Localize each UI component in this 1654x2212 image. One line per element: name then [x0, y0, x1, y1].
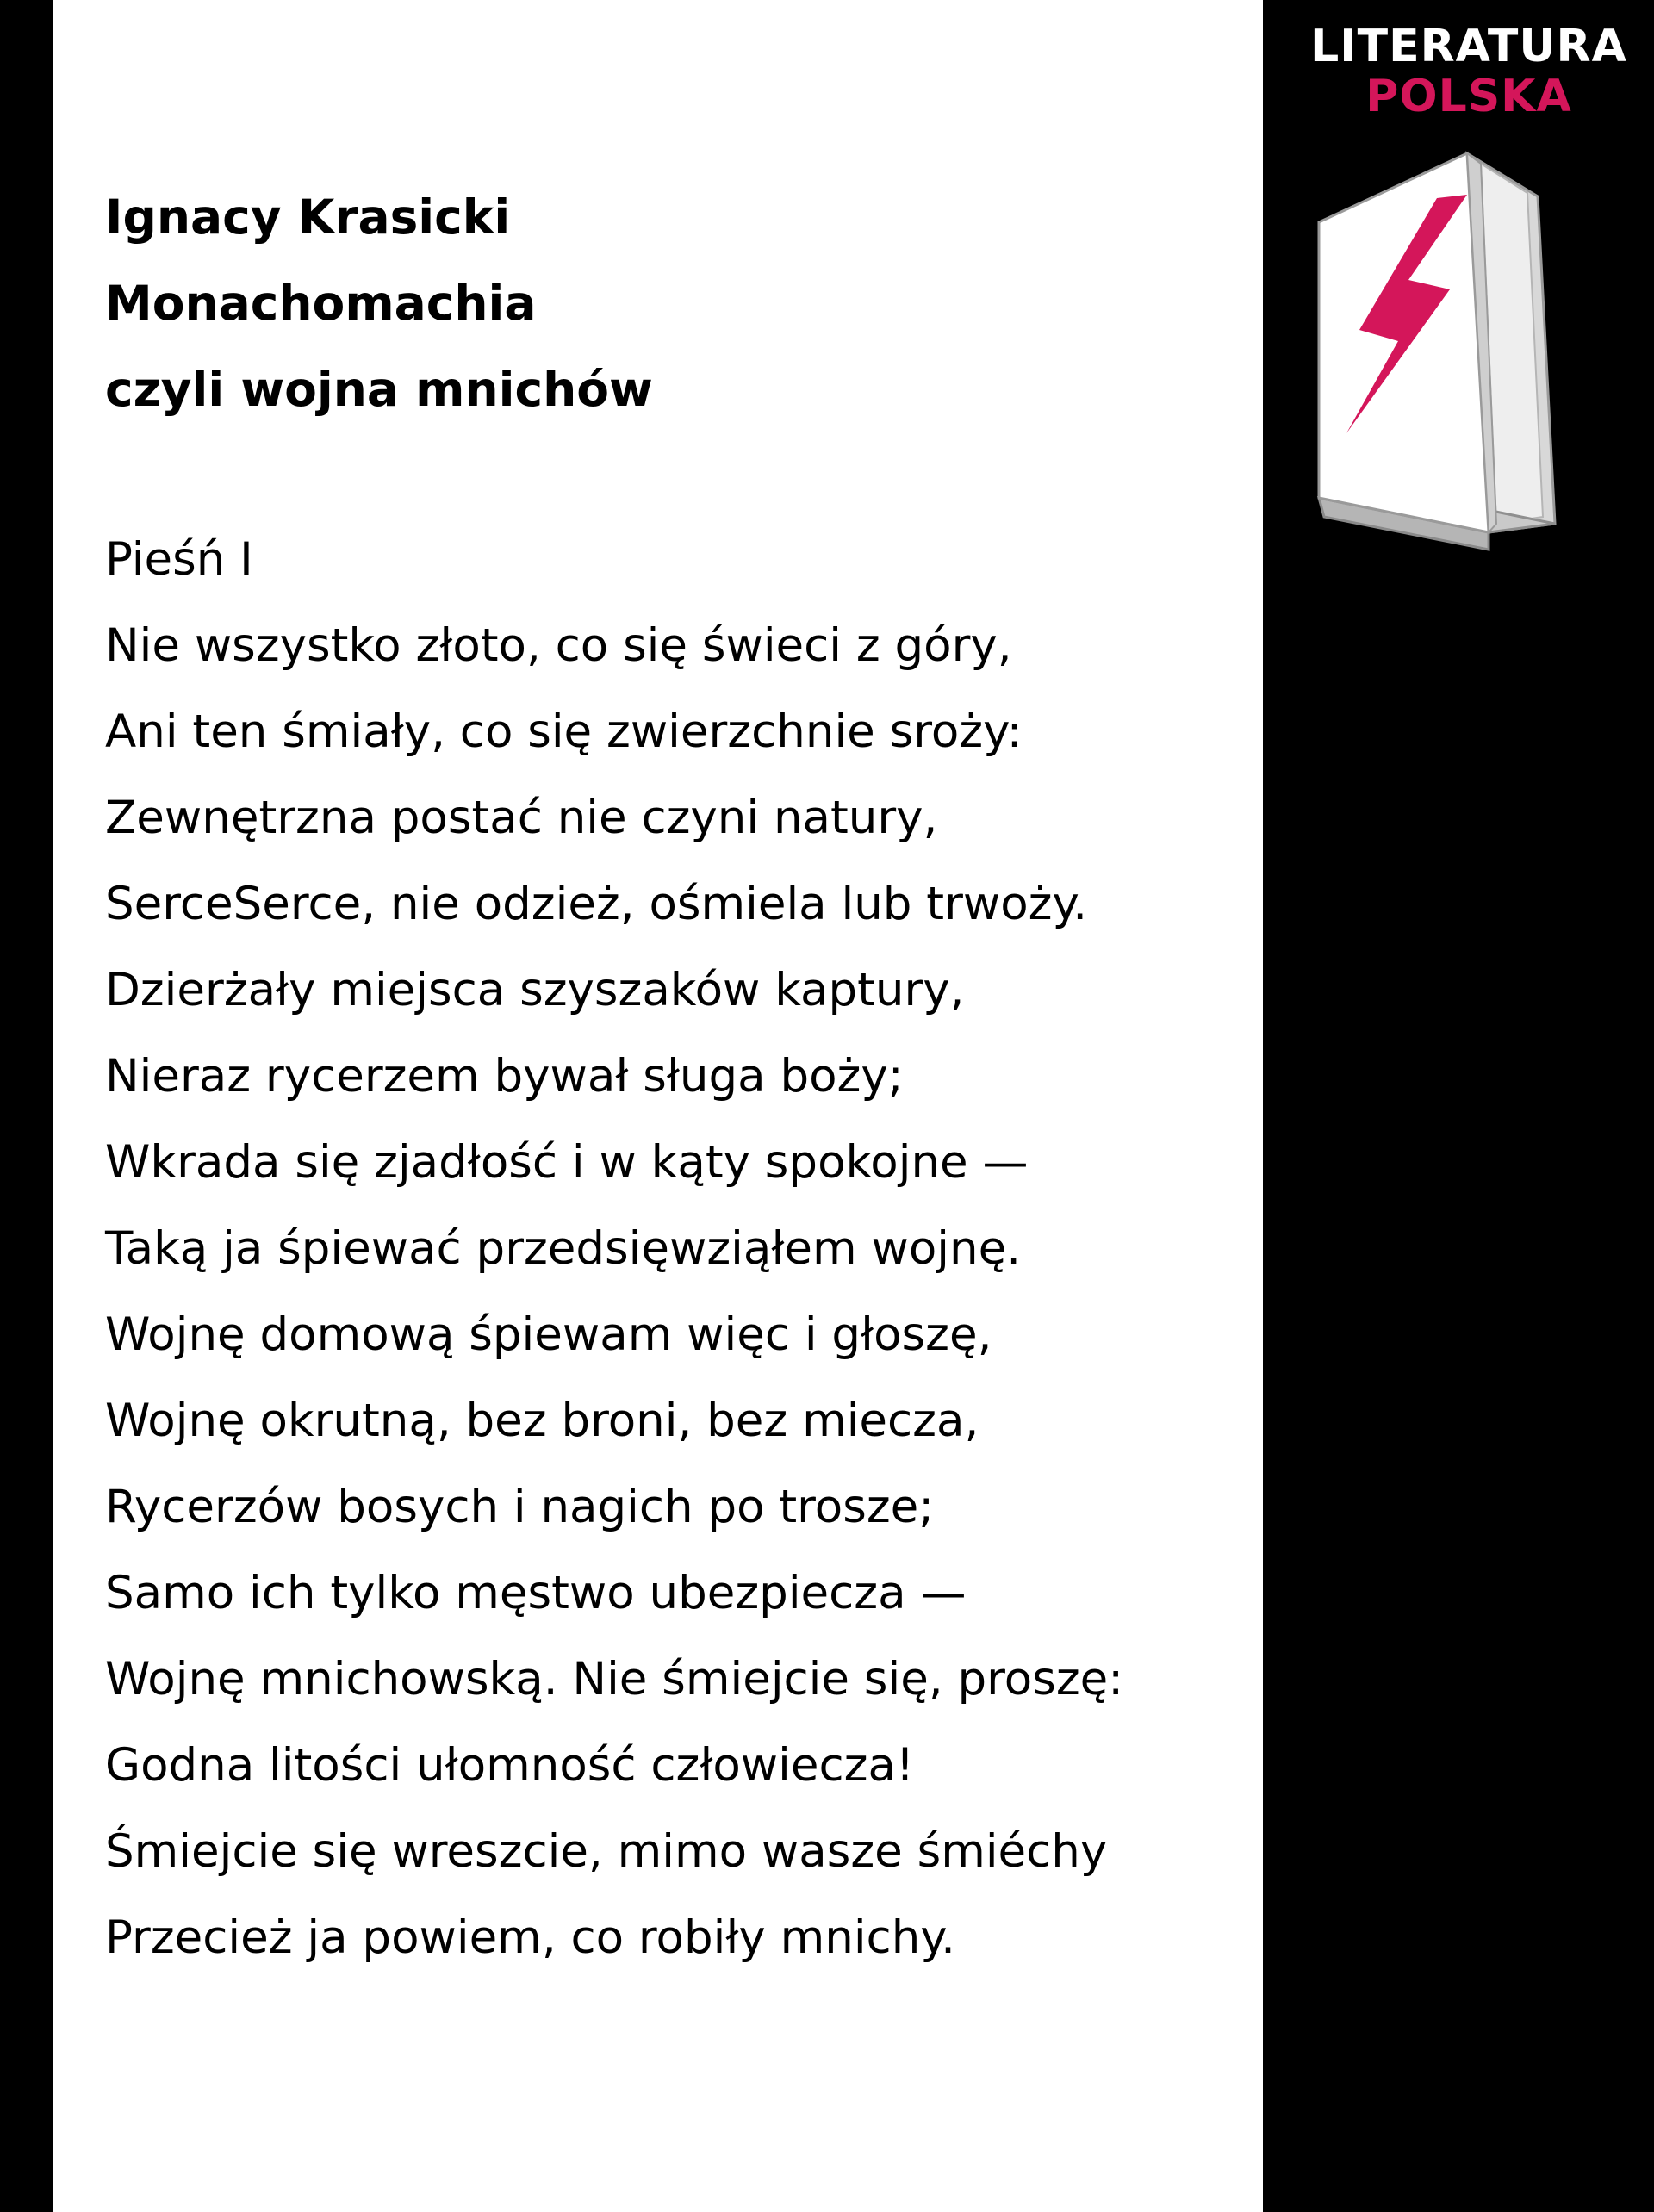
poem-line: Rycerzów bosych i nagich po trosze; [105, 1481, 935, 1533]
brand-line-literatura: LITERATURA [1310, 21, 1627, 72]
poem-line: Wojnę okrutną, bez broni, bez miecza, [105, 1395, 979, 1447]
book-lightning-icon [1312, 145, 1588, 575]
work-subtitle: czyli wojna mnichów [105, 362, 653, 417]
poem-line: Samo ich tylko męstwo ubezpiecza — [105, 1567, 967, 1619]
poem-line: Taką ja śpiewać przedsięwziąłem wojnę. [105, 1222, 1022, 1275]
canto-heading: Pieśń I [105, 533, 253, 586]
poem-line: Przecież ja powiem, co robiły mnichy. [105, 1911, 955, 1964]
poem-line: Zewnętrzna postać nie czyni natury, [105, 792, 938, 844]
brand-line-polska: POLSKA [1365, 71, 1572, 122]
title-block [105, 174, 1225, 432]
poem-line: Wojnę mnichowską. Nie śmiejcie się, proszę: [105, 1653, 1124, 1706]
poem-line: Śmiejcie się wreszcie, mimo wasze śmiéchy [105, 1825, 1108, 1878]
poem-line: SerceSerce, nie odzież, ośmiela lub trwoży. [105, 878, 1088, 930]
poem-line: Nieraz rycerzem bywał sługa boży; [105, 1050, 904, 1103]
brand-logo [1263, 0, 1654, 603]
poem-line: Ani ten śmiały, co się zwierzchnie sroży: [105, 705, 1023, 758]
poem-line: Wkrada się zjadłość i w kąty spokojne — [105, 1136, 1029, 1189]
poem-line: Nie wszystko złoto, co się świeci z góry, [105, 619, 1012, 672]
poem-line: Dzierżały miejsca szyszaków kaptury, [105, 964, 965, 1016]
work-title: Monachomachia [105, 276, 537, 331]
poem-line: Wojnę domową śpiewam więc i głoszę, [105, 1308, 992, 1361]
author-name: Ignacy Krasicki [105, 190, 511, 245]
poem-text [105, 517, 1251, 1981]
poem-line: Godna litości ułomność człowiecza! [105, 1739, 915, 1792]
